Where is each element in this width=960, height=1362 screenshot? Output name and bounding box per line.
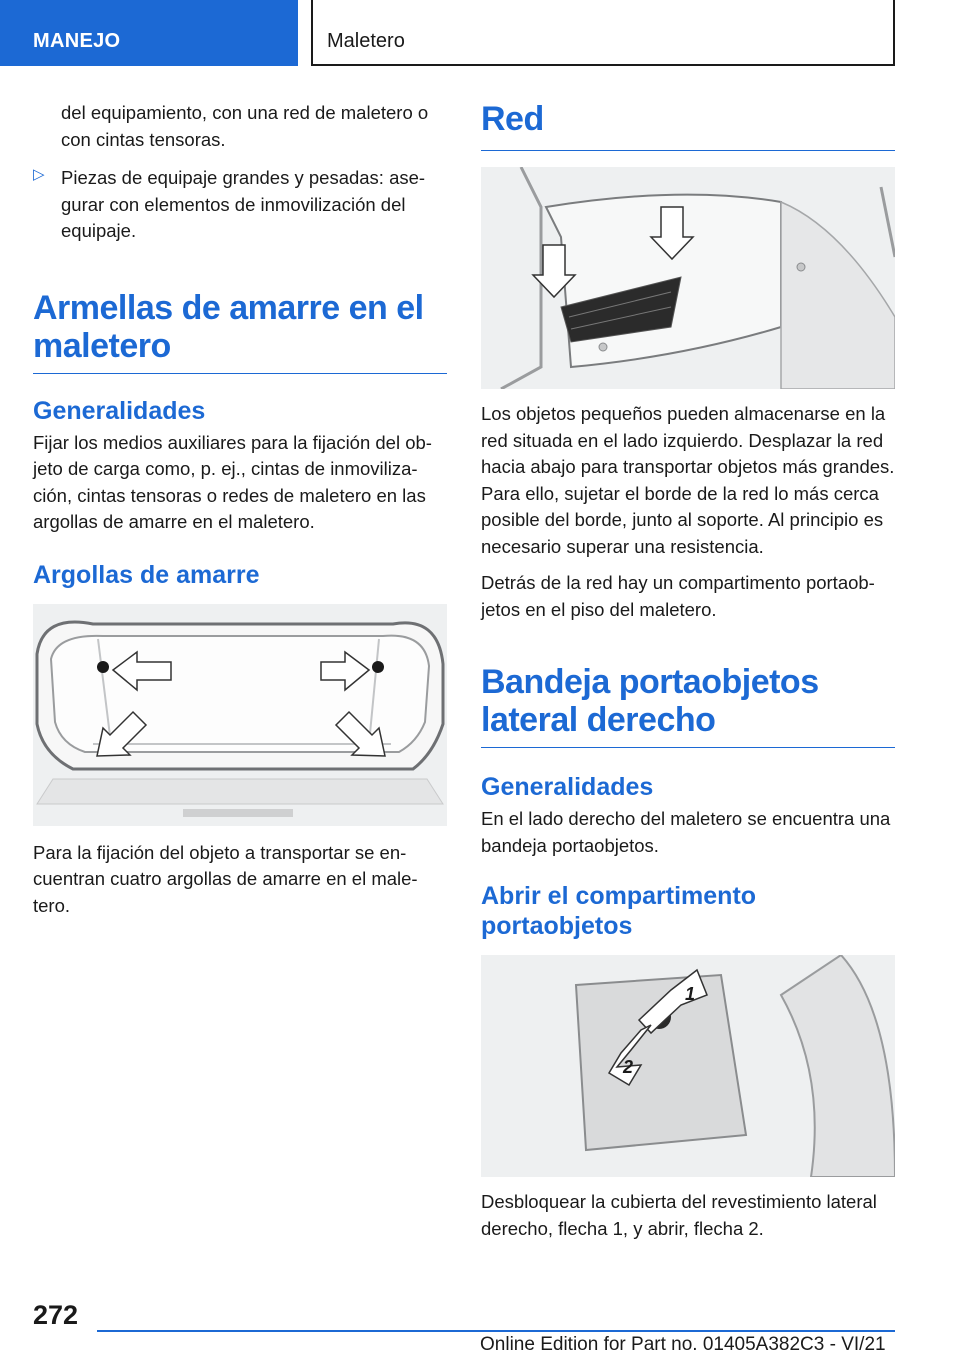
callout-2: 2 bbox=[623, 1057, 634, 1077]
subheading-abrir: Abrir el compartimento portaobjetos bbox=[481, 882, 757, 940]
footer-edition: Online Edition for Part no. 01405A382C3 - VI/21 bbox=[480, 1334, 886, 1355]
paragraph-fixing: Fijar los medios auxiliares para la fijación del ob-jeto de carga como, p. ej., cintas de inmoviliza-ción, cintas tensoras o redes de maletero en las argollas de amarre en el maletero. bbox=[33, 431, 432, 532]
subheading-generalidades: Generalidades bbox=[33, 396, 206, 425]
paragraph-lashing-eyes: Para la fijación del objeto a transportar se en-cuentran cuatro argollas de amarre en el male-tero. bbox=[33, 841, 418, 916]
section-tab bbox=[0, 0, 298, 66]
lashing-eyes-illustration bbox=[33, 604, 447, 826]
continued-bullet-text: del equipamiento, con una red de maletero o con cintas tensoras. bbox=[61, 102, 429, 150]
paragraph-net: Los objetos pequeños pueden almacenarse en la red situada en el lado izquierdo. Desplazar la red hacia abajo para transportar objetos más grandes. Para ello, sujetar el borde de la red lo más cerca posible del borde, junto al soporte. Al principio es necesario superar una resistencia. bbox=[481, 403, 895, 557]
bullet-triangle-icon: ▷ bbox=[33, 166, 45, 183]
footer-rule bbox=[97, 1330, 895, 1332]
side-compartment-illustration bbox=[481, 955, 895, 1177]
right-column bbox=[481, 100, 895, 1242]
heading-bandeja: Bandeja portaobjetos lateral derecho bbox=[481, 663, 895, 748]
paragraph-unlock: Desbloquear la cubierta del revestimiento lateral derecho, flecha 1, y abrir, flecha 2. bbox=[481, 1191, 877, 1239]
subheading-argollas: Argollas de amarre bbox=[33, 560, 260, 589]
bullet-item bbox=[33, 165, 447, 245]
heading-armellas: Armellas de amarre en el maletero bbox=[33, 289, 447, 374]
bullet-text: Piezas de equipaje grandes y pesadas: ase-gurar con elementos de inmovilización del equipaje. bbox=[61, 167, 426, 241]
page-number: 272 bbox=[33, 1300, 79, 1330]
trunk-net-illustration bbox=[481, 167, 895, 389]
left-column bbox=[33, 100, 447, 919]
heading-red: Red bbox=[481, 100, 895, 151]
paragraph-tray: En el lado derecho del maletero se encuentra una bandeja portaobjetos. bbox=[481, 808, 891, 856]
chapter-title: Maletero bbox=[327, 30, 405, 52]
subheading-generalidades-right: Generalidades bbox=[481, 773, 654, 801]
callout-1: 1 bbox=[685, 984, 696, 1004]
chapter-tab bbox=[311, 0, 895, 66]
section-title: MANEJO bbox=[33, 30, 121, 52]
paragraph-compartment: Detrás de la red hay un compartimento portaob-jetos en el piso del maletero. bbox=[481, 572, 875, 620]
